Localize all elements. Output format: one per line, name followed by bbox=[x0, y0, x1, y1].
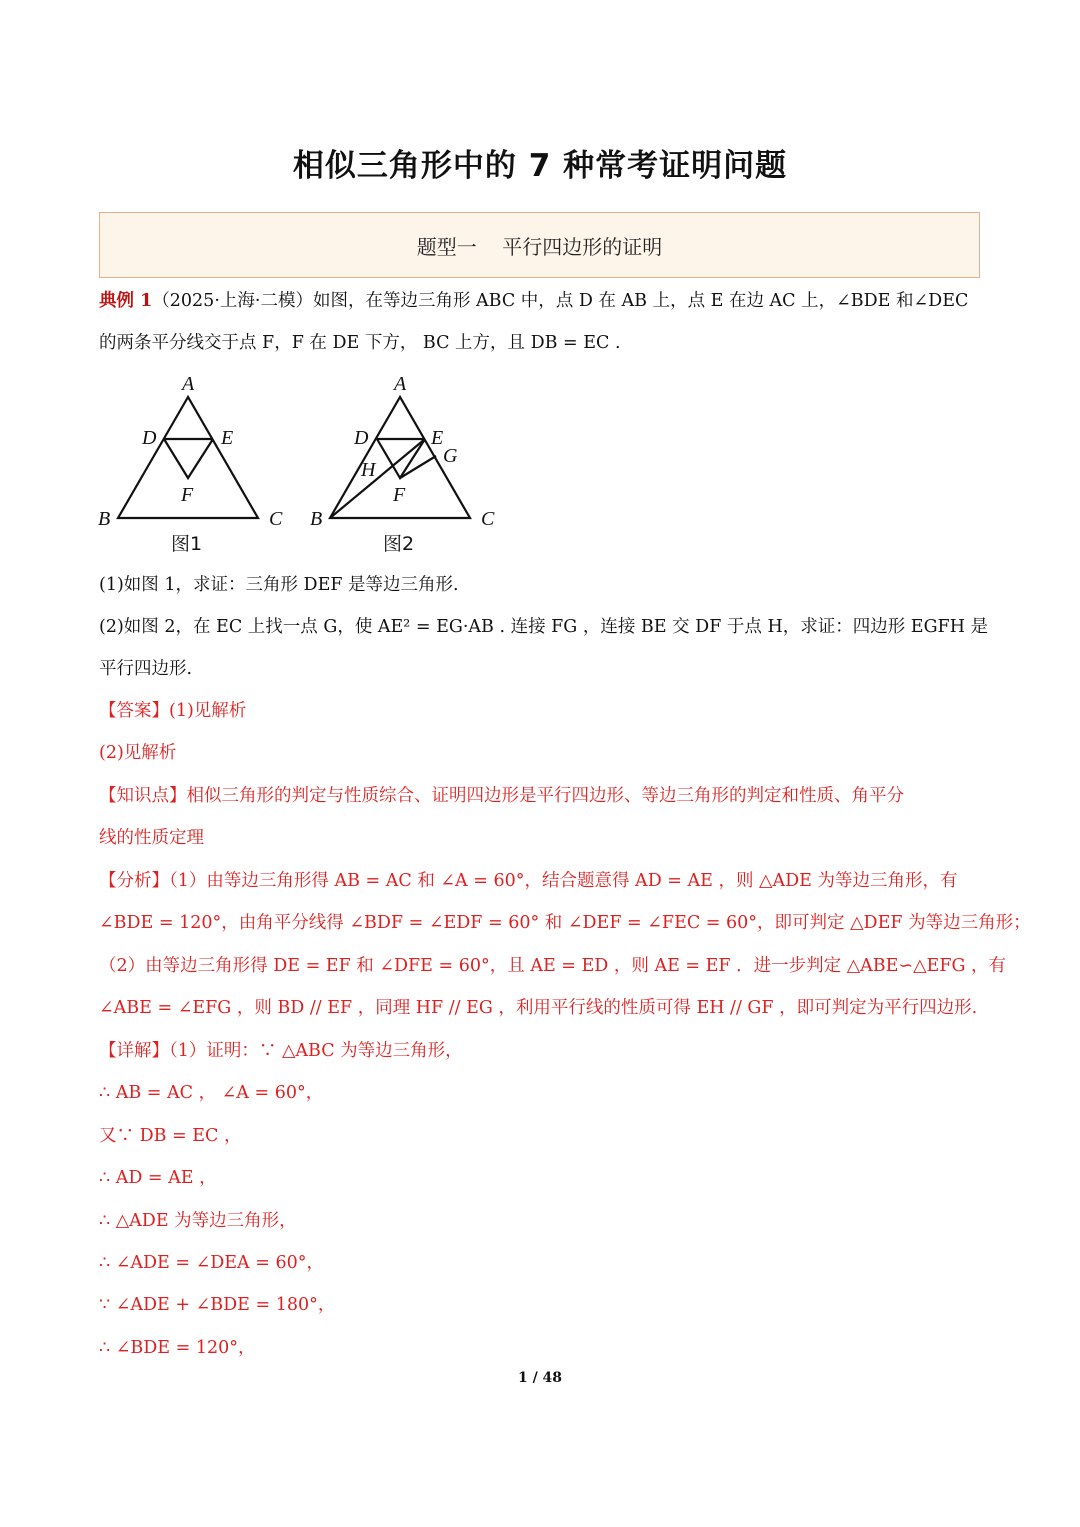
detail-step-3: ∴ AD = AE ， bbox=[99, 1168, 217, 1188]
fig2-label-h: H bbox=[361, 459, 376, 481]
fig2-label-g: G bbox=[443, 445, 458, 467]
geometry-figures bbox=[95, 370, 515, 560]
question-2-line-2: 平行四边形. bbox=[99, 659, 193, 679]
fig1-label-c: C bbox=[269, 508, 283, 530]
fig1-caption: 图1 bbox=[171, 533, 203, 555]
fig1-label-a: A bbox=[182, 373, 195, 395]
page-number: 1 / 48 bbox=[517, 1370, 563, 1386]
fig2-label-f: F bbox=[393, 484, 406, 506]
example-line-1 bbox=[99, 289, 968, 313]
analysis-line-1: 【分析】（1）由等边三角形得 AB = AC 和 ∠A = 60°，结合题意得 AD = AE ，则 △ADE 为等边三角形，有 bbox=[99, 871, 958, 891]
fig2-label-d: D bbox=[354, 427, 369, 449]
page-title: 相似三角形中的 7 种常考证明问题 bbox=[292, 148, 788, 184]
example-tag: 典例 1 bbox=[99, 291, 153, 311]
segment-fg bbox=[400, 456, 436, 478]
example-line-2: 的两条平分线交于点 F，F 在 DE 下方， BC 上方，且 DB = EC . bbox=[99, 333, 621, 353]
segment-be bbox=[330, 439, 425, 518]
answer-line-1: 【答案】(1)见解析 bbox=[99, 701, 247, 721]
analysis-line-4: ∠ABE = ∠EFG ，则 BD // EF ，同理 HF // EG ，利用平行线的性质可得 EH // GF ，即可判定为平行四边形. bbox=[99, 998, 978, 1018]
analysis-line-3: （2）由等边三角形得 DE = EF 和 ∠DFE = 60°，且 AE = ED ，则 AE = EF ．进一步判定 △ABE∽△EFG ，有 bbox=[99, 956, 1006, 976]
question-1: (1)如图 1，求证：三角形 DEF 是等边三角形. bbox=[99, 575, 459, 595]
fig2-label-c: C bbox=[481, 508, 495, 530]
fig1-label-e: E bbox=[221, 427, 234, 449]
section-header bbox=[99, 212, 980, 278]
knowledge-line-2: 线的性质定理 bbox=[99, 828, 204, 848]
answer-line-2: (2)见解析 bbox=[99, 743, 177, 763]
detail-step-5: ∴ ∠ADE = ∠DEA = 60°， bbox=[99, 1253, 325, 1273]
fig1-label-b: B bbox=[98, 508, 111, 530]
example-source: （2025·上海·二模） bbox=[152, 291, 313, 311]
detail-step-2: 又∵ DB = EC ， bbox=[99, 1126, 242, 1146]
example-text-1: 如图，在等边三角形 ABC 中，点 D 在 AB 上，点 E 在边 AC 上，∠BDE 和∠DEC bbox=[312, 291, 969, 311]
fig2-label-e: E bbox=[431, 427, 444, 449]
analysis-line-2: ∠BDE = 120°，由角平分线得 ∠BDF = ∠EDF = 60° 和 ∠DEF = ∠FEC = 60°，即可判定 △DEF 为等边三角形； bbox=[99, 913, 1031, 933]
knowledge-line-1: 【知识点】相似三角形的判定与性质综合、证明四边形是平行四边形、等边三角形的判定和性质、角平分 bbox=[99, 786, 904, 806]
detail-step-1: ∴ AB = AC ， ∠A = 60°， bbox=[99, 1083, 324, 1103]
fig2-label-b: B bbox=[310, 508, 323, 530]
section-label: 题型一 bbox=[416, 234, 477, 259]
fig1-label-f: F bbox=[181, 484, 194, 506]
detail-step-7: ∴ ∠BDE = 120°， bbox=[99, 1338, 256, 1358]
detail-head: 【详解】（1）证明：∵ △ABC 为等边三角形， bbox=[99, 1041, 463, 1061]
segments-df-fe bbox=[164, 439, 213, 478]
fig2-caption: 图2 bbox=[383, 533, 415, 555]
fig1-label-d: D bbox=[142, 427, 157, 449]
detail-step-4: ∴ △ADE 为等边三角形， bbox=[99, 1211, 297, 1231]
fig2-label-a: A bbox=[394, 373, 407, 395]
section-name: 平行四边形的证明 bbox=[502, 234, 663, 259]
detail-step-6: ∵ ∠ADE + ∠BDE = 180°， bbox=[99, 1295, 336, 1315]
question-2-line-1: (2)如图 2，在 EC 上找一点 G，使 AE² = EG·AB . 连接 FG ，连接 BE 交 DF 于点 H，求证：四边形 EGFH 是 bbox=[99, 617, 989, 637]
